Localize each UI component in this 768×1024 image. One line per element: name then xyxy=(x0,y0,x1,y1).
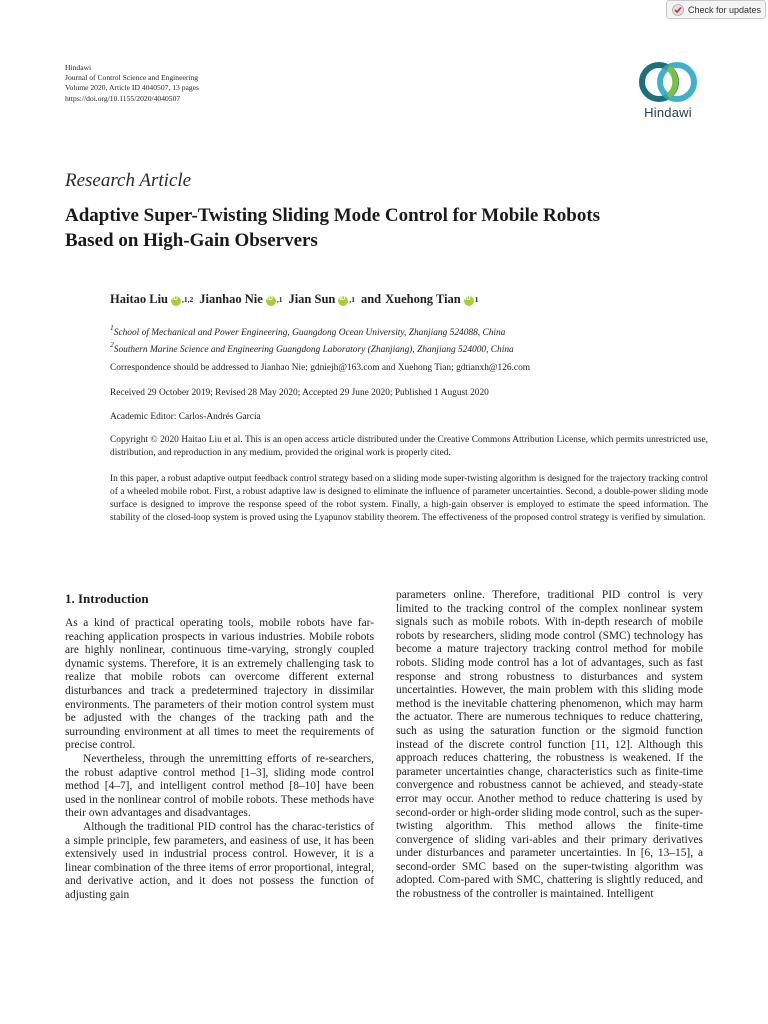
orcid-icon[interactable] xyxy=(338,296,348,306)
affiliation-num: 2 xyxy=(110,340,114,349)
title-line-1: Adaptive Super-Twisting Sliding Mode Control for Mobile Robots xyxy=(65,205,601,226)
author-joiner: and xyxy=(360,292,382,306)
affiliation-item xyxy=(110,339,514,356)
article-dates: Received 29 October 2019; Revised 28 May 2020; Accepted 29 June 2020; Published 1 August 2020 xyxy=(110,388,489,398)
doi-link[interactable]: https://doi.org/10.1155/2020/4040507 xyxy=(65,93,181,103)
body-column-left xyxy=(65,617,374,902)
volume-info: Volume 2020, Article ID 4040507, 13 pages xyxy=(65,83,199,93)
article-type: Research Article xyxy=(65,170,192,191)
affiliations xyxy=(110,322,514,356)
affiliation-text: School of Mechanical and Power Engineering, Guangdong Ocean University, Zhanjiang 524088, China xyxy=(113,328,506,338)
body-paragraph: Nevertheless, through the unremitting efforts of re-searchers, the robust adaptive control method [1–3], sliding mode control method [4–7], and intelligent control method [8–10] have been used in the nonlinear control of mobile robots. These methods have their own advantages and disadvantages. xyxy=(65,752,374,820)
article-title xyxy=(65,203,725,253)
body-paragraph: Although the traditional PID control has the charac-teristics of a simple principle, few parameters, and easiness of use, it has been extensively used in industrial process control. However, it is a linear combination of the three items of error proportional, integral, and derivative action, and it does not possess the function of adjusting gain xyxy=(65,820,374,901)
author-affil-sup: 1 xyxy=(474,295,479,304)
author-affil-sup: ,1 xyxy=(349,295,355,304)
author-name[interactable]: Xuehong Tian xyxy=(385,292,461,306)
body-column-right xyxy=(396,589,703,902)
author-name[interactable]: Jian Sun xyxy=(288,292,336,306)
journal-meta xyxy=(65,63,199,104)
author-affil-sup: ,1,2 xyxy=(182,295,194,304)
title-line-2: Based on High-Gain Observers xyxy=(65,230,318,251)
section-heading: 1. Introduction xyxy=(65,591,149,606)
body-paragraph: As a kind of practical operating tools, mobile robots have far-reaching application prospects in various industries. Mobile robots are highly nonlinear, continuous time-varying, strongly coupled dynamic systems. Therefore, it is an extremely challenging task to realize that mobile robots can overcome different external disturbances and track a predetermined trajectory in dissimilar environments. The parameters of their motion control system must be adjusted with the changes of the tracking path and the surrounding environment at all times to meet the requirements of precise control. xyxy=(65,617,374,752)
copyright-notice: Copyright © 2020 Haitao Liu et al. This is an open access article distributed under the Creative Commons Attribution License, which permits unrestricted use, distribution, and reproduction in any medium, provided the original work is properly cited. xyxy=(110,435,708,458)
abstract: In this paper, a robust adaptive output feedback control strategy based on a sliding mode super-twisting algorithm is designed for the trajectory tracking control of a wheeled mobile robot. First, a robust adaptive law is designed to eliminate the influence of parameter uncertainties. Second, a double-power sliding mode surface is designed to improve the response speed of the robot system. Finally, a high-gain observer is employed to estimate the speed information. The stability of the closed-loop system is proved using the Lyapunov stability theorem. The effectiveness of the proposed control strategy is verified by simulation. xyxy=(110,474,708,523)
author-affil-sup: ,1 xyxy=(276,295,283,304)
logo-text: Hindawi xyxy=(644,105,692,120)
hindawi-logo xyxy=(633,60,703,120)
orcid-icon[interactable] xyxy=(464,296,474,306)
journal-name: Journal of Control Science and Engineering xyxy=(65,73,199,83)
affiliation-text: Southern Marine Science and Engineering Guangdong Laboratory (Zhanjiang), Zhanjiang 524000, China xyxy=(113,345,514,355)
author-list xyxy=(110,292,479,307)
academic-editor: Academic Editor: Carlos-Andrés García xyxy=(110,412,261,422)
affiliation-item xyxy=(110,322,514,339)
author-name[interactable]: Jianhao Nie xyxy=(199,292,263,306)
crossmark-icon xyxy=(672,4,684,16)
author-name[interactable]: Haitao Liu xyxy=(110,292,168,306)
hindawi-rings-icon xyxy=(637,60,699,104)
check-updates-label: Check for updates xyxy=(688,4,762,15)
publisher-name: Hindawi xyxy=(65,63,92,72)
affiliation-num: 1 xyxy=(110,323,114,332)
orcid-icon[interactable] xyxy=(266,296,276,306)
orcid-icon[interactable] xyxy=(171,296,181,306)
body-paragraph: parameters online. Therefore, traditional PID control is very limited to the tracking control of the complex nonlinear system signals such as mobile robots. With in-depth research of mobile robots by researchers, sliding mode control (SMC) technology has become a mature trajectory tracking control method for mobile robots. Sliding mode control has a lot of advantages, such as fast response and strong robustness to disturbances and system uncertainties. However, the main problem with this sliding mode method is the inevitable chattering phenomenon, which may harm the actuator. There are numerous techniques to reduce chattering, such as using the saturation function or the sigmoid function instead of the discrete control function [11, 12]. Although this approach reduces chattering, the robustness is weakened. If the parameter uncertainties change, characteristics such as finite-time convergence and robustness cannot be achieved, and steady-state error may occur. Another method to reduce chattering is used by second-order or high-order sliding mode control, such as the super-twisting algorithm. This method allows the finite-time convergence of sliding vari-ables and their primary derivatives under disturbances and parameter uncertainties. In [6, 13–15], a second-order SMC based on the super-twisting algorithm was adopted. Com-pared with SMC, chattering is slightly reduced, and the robustness of the controller is maintained. Intelligent xyxy=(396,589,703,901)
check-for-updates-button[interactable] xyxy=(666,0,766,19)
correspondence: Correspondence should be addressed to Jianhao Nie; gdniejh@163.com and Xuehong Tian; gdtianxh@126.com xyxy=(110,363,531,373)
